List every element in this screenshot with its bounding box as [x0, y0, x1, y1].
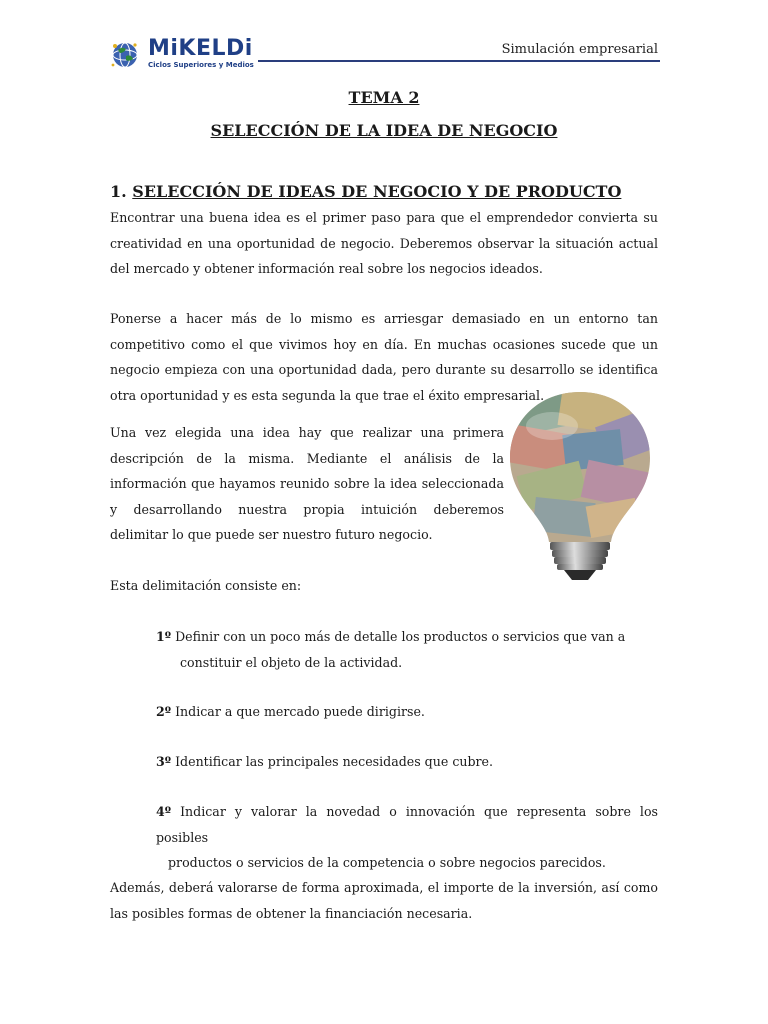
globe-icon: [110, 40, 140, 70]
section-number: 1.: [110, 182, 127, 201]
header-rule: [258, 60, 660, 62]
list-item: [156, 749, 658, 775]
header-course-name: Simulación empresarial: [501, 42, 658, 57]
list-text-continued: constituir el objeto de la actividad.: [180, 654, 403, 670]
paragraph: Encontrar una buena idea es el primer paso para que el emprendedor convierta su creatividad en una oportunidad de negocio. Deberemos observar la situación actual del mercado y obtener información real sobre los negocios ideados.: [110, 210, 658, 276]
list-number: 2º: [156, 704, 172, 719]
logo-subtitle: Ciclos Superiores y Medios: [148, 61, 254, 69]
list-text: Indicar y valorar la novedad o innovación que representa sobre los posibles: [156, 804, 658, 845]
list-text: Definir con un poco más de detalle los productos o servicios que van a: [175, 629, 626, 644]
paragraph: Una vez elegida una idea hay que realizar una primera descripción de la misma. Mediante el análisis de la información que hayamos reunido sobre la idea seleccionada y desarrollando nuestra propia intuición deberemos delimitar lo que puede ser nuestro futuro negocio.: [110, 425, 504, 542]
page-subtitle: SELECCIÓN DE LA IDEA DE NEGOCIO: [210, 121, 558, 140]
list-number: 1º: [156, 629, 172, 644]
list-item: [156, 624, 658, 675]
paragraph: Esta delimitación consiste en:: [110, 578, 302, 593]
list-text: Identificar las principales necesidades que cubre.: [175, 754, 494, 769]
list-number: 4º: [156, 804, 172, 819]
list-text: Indicar a que mercado puede dirigirse.: [175, 704, 425, 719]
section-heading-text: SELECCIÓN DE IDEAS DE NEGOCIO Y DE PRODUCTO: [132, 182, 622, 201]
list-number: 3º: [156, 754, 172, 769]
paragraph: Además, deberá valorarse de forma aproximada, el importe de la inversión, así como las posibles formas de obtener la financiación necesaria.: [110, 880, 658, 921]
section-heading: [110, 182, 621, 202]
list-item: [156, 699, 658, 725]
lightbulb-money-image: [500, 386, 660, 586]
page-title: TEMA 2: [348, 88, 420, 107]
page-header: [108, 38, 660, 74]
paragraph: Ponerse a hacer más de lo mismo es arriesgar demasiado en un entorno tan competitivo como el que vivimos hoy en día. En muchas ocasiones sucede que un negocio empieza con una oportunidad dada, pero durante su desarrollo se identifica otra oportunidad y es esta segunda la que trae el éxito empresarial.: [110, 311, 658, 403]
list-item: [156, 799, 658, 876]
list-text-continued: productos o servicios de la competencia o sobre negocios parecidos.: [168, 855, 606, 870]
mikeldi-logo: [108, 38, 268, 74]
logo-name: MiKELDi: [148, 36, 253, 61]
